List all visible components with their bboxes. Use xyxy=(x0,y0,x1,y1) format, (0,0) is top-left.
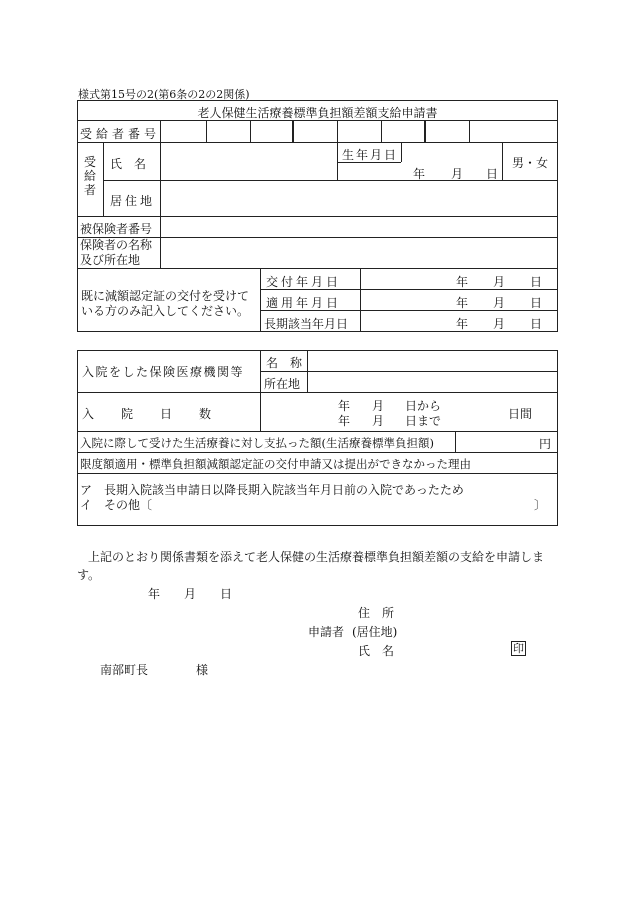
recipient-label: 受給者 xyxy=(83,155,96,197)
insurer-name-label-2: 及び所在地 xyxy=(80,253,141,267)
paid-amount-label: 入院に際して受けた生活療養に対し支払った額(生活療養標準負担額) xyxy=(80,436,434,450)
declaration-line-1: 上記のとおり関係書類を添えて老人保健の生活療養標準負担額差額の支給を申請しま xyxy=(88,550,545,564)
birth-month-label: 月 xyxy=(451,167,464,181)
sex-label: 男・女 xyxy=(511,156,548,170)
birth-day-label: 日 xyxy=(486,167,499,181)
to-year: 年 xyxy=(338,414,351,428)
from-year: 年 xyxy=(338,399,351,413)
recipient-number-label: 受給者番号 xyxy=(80,127,161,141)
birth-year-label: 年 xyxy=(413,167,426,181)
reason-i-close: 〕 xyxy=(534,498,547,512)
date-day: 日 xyxy=(220,587,233,601)
issue-month: 月 xyxy=(493,275,506,289)
long-term-year: 年 xyxy=(456,317,469,331)
days-unit: 日間 xyxy=(508,407,533,421)
date-month: 月 xyxy=(184,587,197,601)
issue-day: 日 xyxy=(530,275,543,289)
apply-date-label: 適用年月日 xyxy=(266,296,342,310)
date-year: 年 xyxy=(148,587,161,601)
addressee: 南部町長 xyxy=(100,663,149,677)
hospital-address-label: 所在地 xyxy=(264,377,301,391)
seal-mark: 印 xyxy=(513,642,524,655)
applicant-label: 申請者 xyxy=(308,625,345,639)
applicant-name-label: 氏 名 xyxy=(358,644,395,658)
to-month: 月 xyxy=(372,414,385,428)
reason-i: イ その他〔 xyxy=(80,498,153,512)
honorific: 様 xyxy=(196,663,209,677)
birthdate-label: 生年月日 xyxy=(342,148,399,162)
form-id: 様式第15号の2(第6条の2の2関係) xyxy=(78,88,250,101)
insured-number-label: 被保険者番号 xyxy=(80,222,153,236)
from-label: 日から xyxy=(405,399,442,413)
address-label: 居住地 xyxy=(110,194,156,208)
apply-year: 年 xyxy=(456,296,469,310)
reason-a: ア 長期入院該当申請日以降長期入院該当年月日前の入院であったため xyxy=(80,483,464,497)
long-term-day: 日 xyxy=(530,317,543,331)
long-term-date-label: 長期該当年月日 xyxy=(264,317,349,331)
insurer-name-label-1: 保険者の名称 xyxy=(80,238,153,252)
long-term-month: 月 xyxy=(493,317,506,331)
reduced-cert-note-2: いる方のみ記入してください。 xyxy=(81,304,250,318)
issue-date-label: 交付年月日 xyxy=(266,275,342,289)
to-label: 日まで xyxy=(405,414,442,428)
admission-days-label: 入 院 日 数 xyxy=(82,407,213,421)
reason-heading: 限度額適用・標準負担額減額認定証の交付申請又は提出ができなかった理由 xyxy=(80,457,471,471)
from-month: 月 xyxy=(372,399,385,413)
hospital-name-label: 名 称 xyxy=(266,356,303,370)
form-title: 老人保健生活療養標準負担額差額支給申請書 xyxy=(197,106,438,120)
applicant-address-label: 住 所 xyxy=(358,606,395,620)
reduced-cert-note-1: 既に減額認定証の交付を受けて xyxy=(81,289,250,303)
declaration-line-2: す。 xyxy=(77,568,101,582)
apply-month: 月 xyxy=(493,296,506,310)
issue-year: 年 xyxy=(456,275,469,289)
yen-label: 円 xyxy=(539,437,552,451)
name-label: 氏 名 xyxy=(110,157,147,171)
hospital-label: 入院をした保険医療機関等 xyxy=(82,365,245,379)
applicant-residence-label: (居住地) xyxy=(352,625,398,639)
apply-day: 日 xyxy=(530,296,543,310)
